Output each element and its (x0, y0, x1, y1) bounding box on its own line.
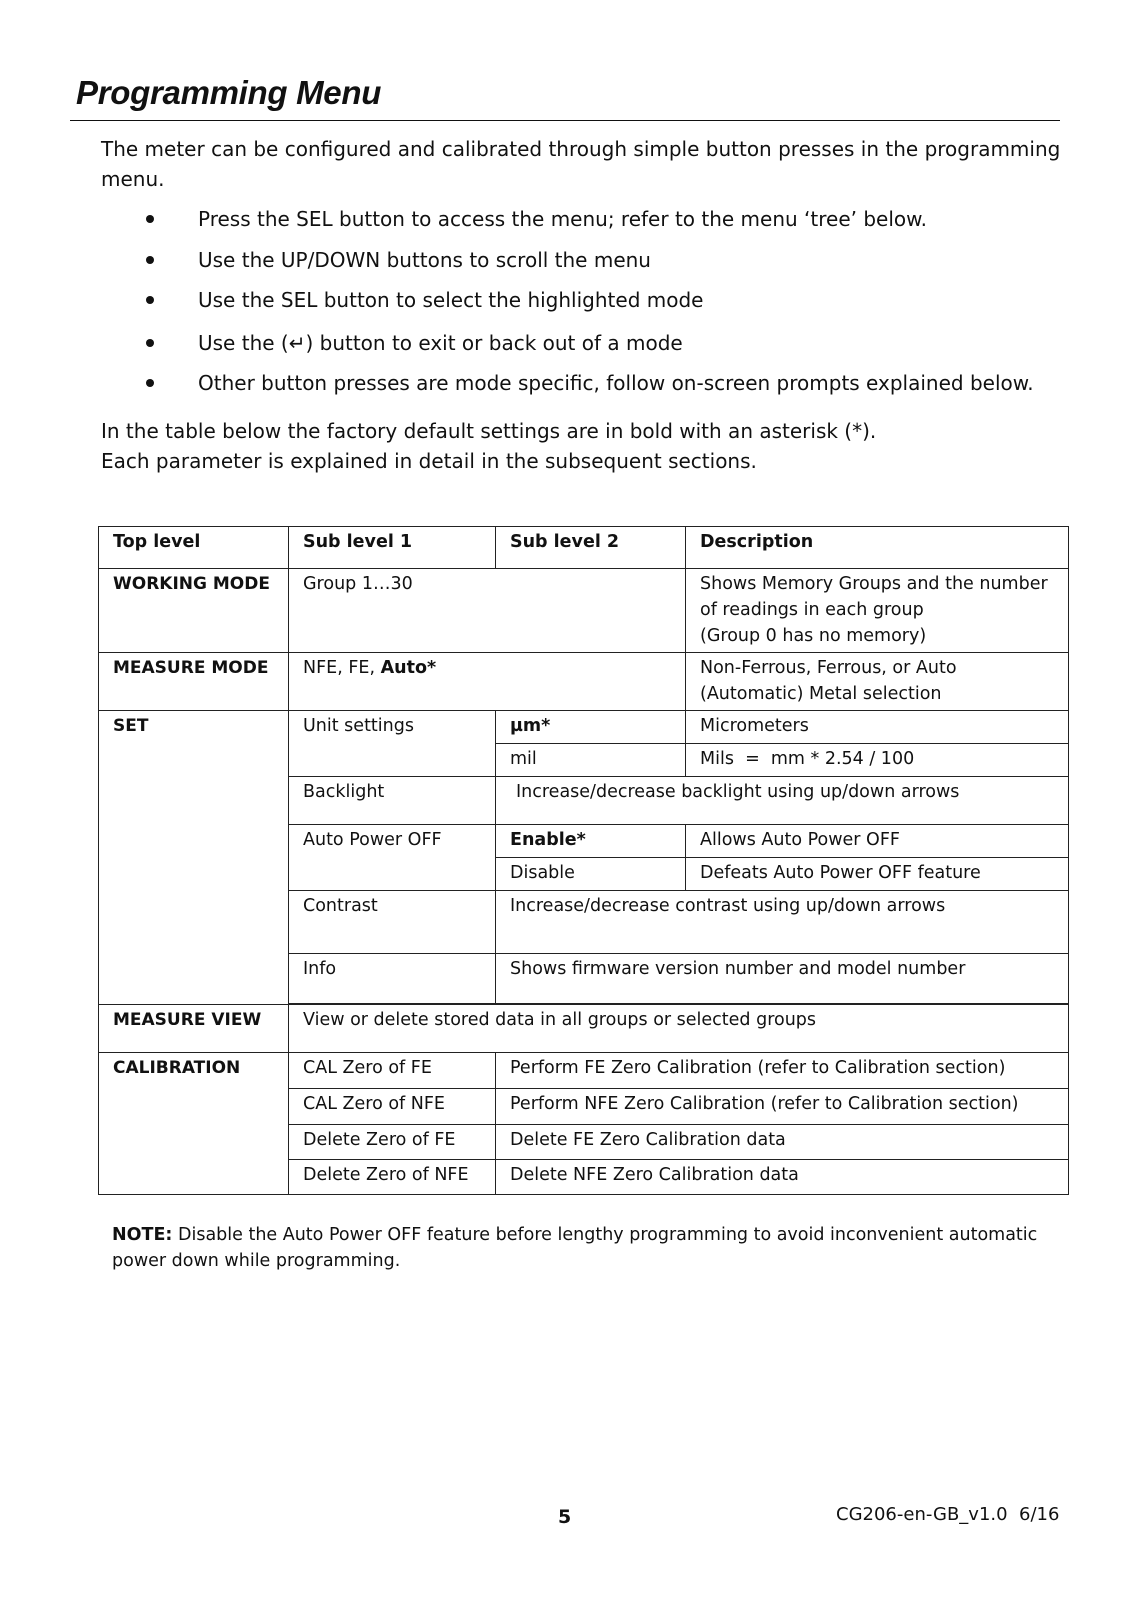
sub-level-2-cell: µm* (496, 711, 686, 744)
description-cell: Delete FE Zero Calibration data (496, 1125, 1069, 1160)
page-title: Programming Menu (76, 74, 382, 111)
sub-level-cell: Info (289, 954, 496, 1004)
document-reference: CG206-en-GB_v1.0 6/16 (836, 1504, 1060, 1525)
top-level-cell: CALIBRATION (99, 1053, 289, 1195)
description-line: of readings in each group (700, 600, 924, 620)
description-cell: Perform FE Zero Calibration (refer to Calibration section) (496, 1053, 1069, 1089)
top-level-cell: WORKING MODE (99, 569, 289, 653)
sub-level-2-cell: Enable* (496, 825, 686, 858)
top-level-cell: MEASURE MODE (99, 653, 289, 711)
sub-level-cell: Delete Zero of NFE (289, 1160, 496, 1195)
table-row (99, 1005, 1069, 1053)
defaults-note: In the table below the factory default settings are in bold with an asterisk (*). (101, 419, 877, 443)
description-line: (Group 0 has no memory) (700, 626, 927, 646)
sub-level-2-cell: Disable (496, 858, 686, 891)
sub-level-cell: Auto Power OFF (289, 825, 496, 891)
list-item-text: Use the UP/DOWN buttons to scroll the menu (198, 248, 651, 272)
menu-tree-table (98, 526, 1069, 1195)
sub-level-2-cell: mil (496, 744, 686, 777)
note-label: NOTE: (112, 1225, 173, 1245)
details-note: Each parameter is explained in detail in the subsequent sections. (101, 449, 757, 473)
description-cell (686, 569, 1069, 653)
column-header-top-level: Top level (99, 527, 289, 569)
table-intro (101, 416, 1061, 476)
page-number: 5 (558, 1506, 572, 1528)
bullet-icon (146, 339, 154, 347)
list-item-text: Press the SEL button to access the menu; refer to the menu ‘tree’ below. (198, 207, 928, 231)
top-level-cell: SET (99, 711, 289, 1005)
description-line: Shows Memory Groups and the number (700, 574, 1048, 594)
description-cell: Delete NFE Zero Calibration data (496, 1160, 1069, 1195)
description-line: (Automatic) Metal selection (700, 684, 942, 704)
sub-level-cell: Delete Zero of FE (289, 1125, 496, 1160)
bullet-icon (146, 256, 154, 264)
description-cell: Increase/decrease backlight using up/down arrows (496, 777, 1069, 825)
table-header-row (99, 527, 1069, 569)
option-text: NFE, FE, (303, 658, 381, 678)
table-row (99, 653, 1069, 711)
column-header-sub-level-1: Sub level 1 (289, 527, 496, 569)
sub-level-cell: Backlight (289, 777, 496, 825)
list-item-text: Use the SEL button to select the highlighted mode (198, 288, 704, 312)
description-cell: Micrometers (686, 711, 1069, 744)
description-cell: Allows Auto Power OFF (686, 825, 1069, 858)
intro-paragraph: The meter can be configured and calibrated through simple button presses in the programming menu. (101, 137, 1061, 191)
top-level-cell: MEASURE VIEW (99, 1005, 289, 1053)
description-cell: Increase/decrease contrast using up/down arrows (496, 891, 1069, 954)
description-cell (686, 653, 1069, 711)
table-row (99, 569, 1069, 653)
sub-level-cell: Unit settings (289, 711, 496, 777)
sub-level-cell: Group 1…30 (289, 569, 686, 653)
description-cell: Mils = mm * 2.54 / 100 (686, 744, 1069, 777)
column-header-description: Description (686, 527, 1069, 569)
note-paragraph (112, 1222, 1052, 1274)
sub-level-cell: CAL Zero of FE (289, 1053, 496, 1089)
bullet-icon (146, 296, 154, 304)
list-item-text: Use the (↵) button to exit or back out of a mode (198, 331, 683, 355)
list-item-text: Other button presses are mode specific, follow on-screen prompts explained below. (198, 371, 1034, 395)
sub-level-cell (289, 653, 686, 711)
default-option-text: Auto* (380, 658, 437, 678)
description-cell: Shows firmware version number and model number (496, 954, 1069, 1004)
description-line: Non-Ferrous, Ferrous, or Auto (700, 658, 957, 678)
title-underline (70, 120, 1060, 121)
description-cell: View or delete stored data in all groups or selected groups (289, 1005, 1069, 1053)
table-row (99, 711, 1069, 744)
note-text: Disable the Auto Power OFF feature before lengthy programming to avoid inconvenient automatic power down while programming. (112, 1225, 1038, 1271)
column-header-sub-level-2: Sub level 2 (496, 527, 686, 569)
bullet-icon (146, 215, 154, 223)
bullet-icon (146, 379, 154, 387)
description-cell: Perform NFE Zero Calibration (refer to Calibration section) (496, 1089, 1069, 1125)
description-cell: Defeats Auto Power OFF feature (686, 858, 1069, 891)
sub-level-cell: CAL Zero of NFE (289, 1089, 496, 1125)
sub-level-cell: Contrast (289, 891, 496, 954)
table-row (99, 1053, 1069, 1089)
